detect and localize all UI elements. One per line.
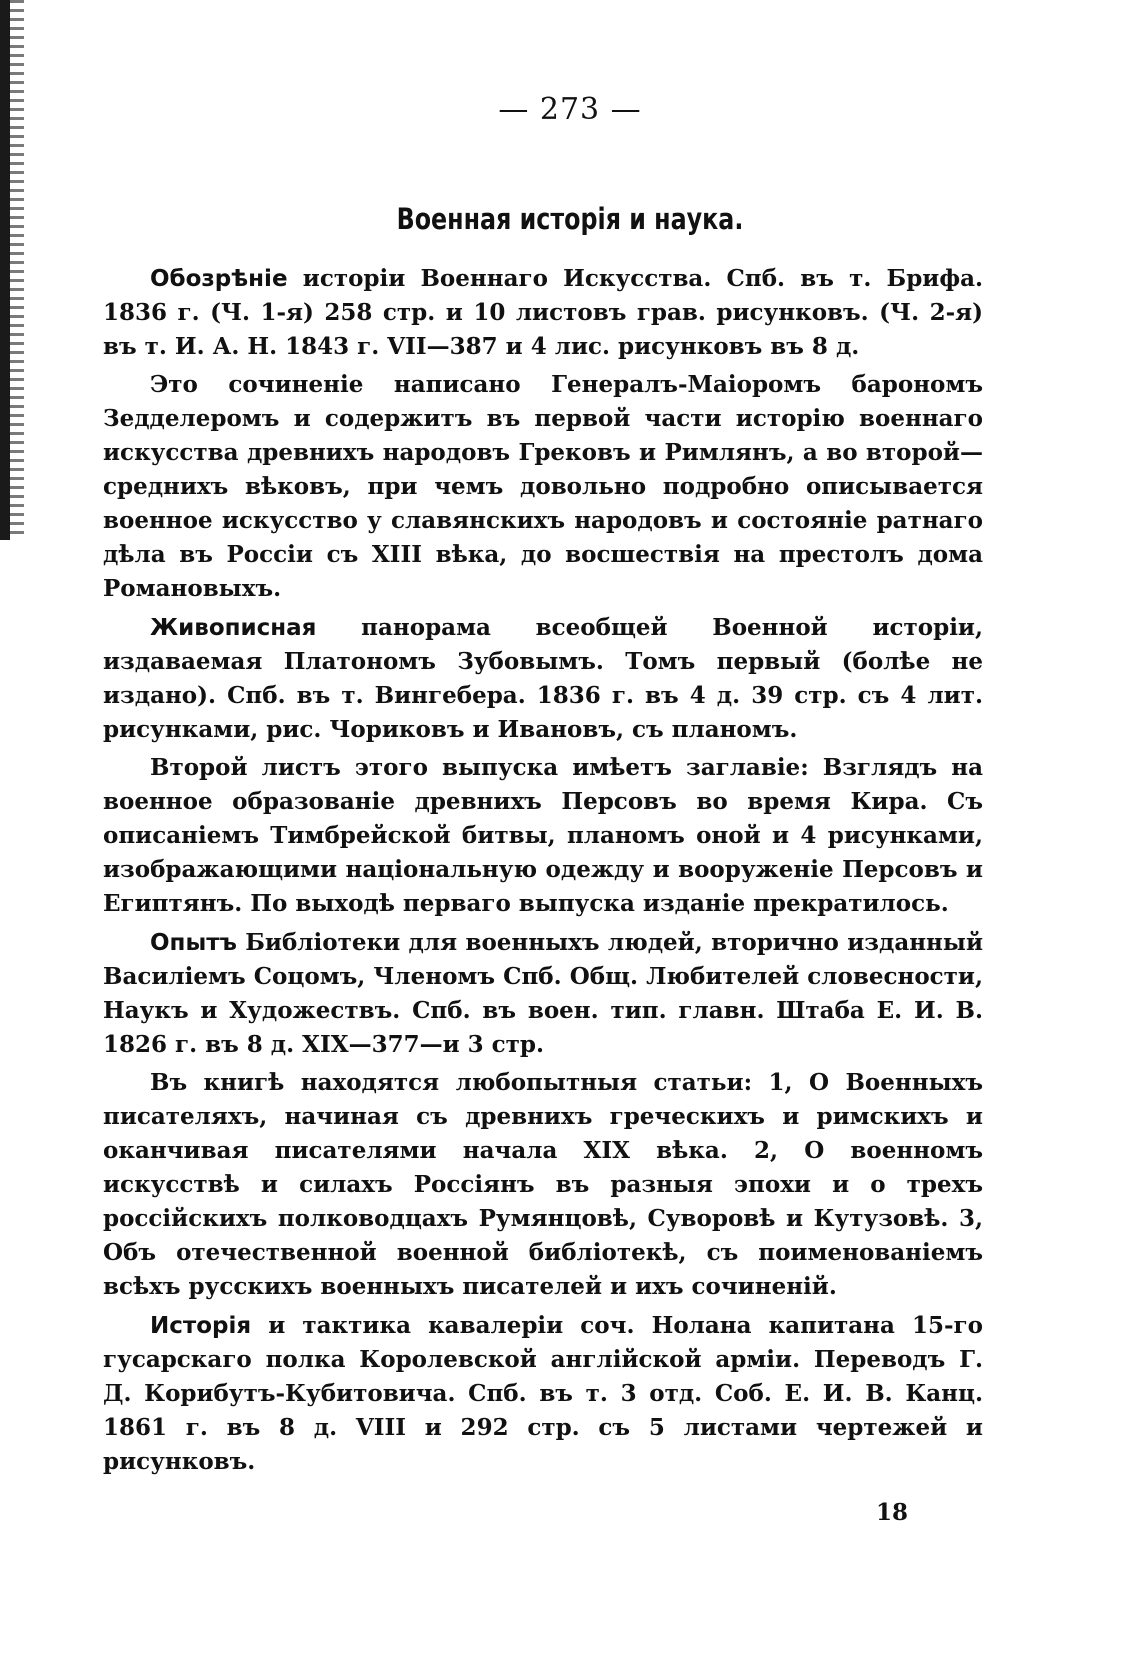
entry-text: исторіи Военнаго Искусства. Спб. въ т. Брифа. 1836 г. (Ч. 1-я) 258 стр. и 10 листовъ грав. рисунковъ. (Ч. 2-я) въ т. И. А. Н. 1843 г. VII—387 и 4 лис. рисунковъ въ 8 д. (103, 265, 983, 360)
entry-citation (103, 611, 983, 747)
entry-citation (103, 926, 983, 1062)
entry-note: Въ книгѣ находятся любопытныя статьи: 1, О Военныхъ писателяхъ, начиная съ древнихъ греческихъ и римскихъ и оканчивая писателями начала XIX вѣка. 2, О военномъ искусствѣ и силахъ Россіянъ въ разныя эпохи и о трехъ россійскихъ полководцахъ Румянцовѣ, Суворовѣ и Кутузовѣ. 3, Объ отечественной военной библіотекѣ, съ поименованіемъ всѣхъ русскихъ военныхъ писателей и ихъ сочиненій. (103, 1069, 983, 1300)
entry-lead-word: Обозрѣніе (150, 266, 288, 292)
section-title: Военная исторія и наука. (396, 202, 744, 236)
entry-lead-word: Живописная (150, 615, 317, 641)
entry-citation (103, 262, 983, 364)
entry-text: панорама всеобщей Военной исторіи, издаваемая Платономъ Зубовымъ. Томъ первый (болѣе не издано). Спб. въ т. Вингебера. 1836 г. въ 4 д. 39 стр. съ 4 лит. рисунками, рис. Чориковъ и Ивановъ, съ планомъ. (103, 614, 983, 743)
signature-mark: 18 (876, 1499, 909, 1526)
entry-citation (103, 1309, 983, 1479)
entry-note: Это сочиненіе написано Генералъ-Маіоромъ барономъ Зедделеромъ и содержитъ въ первой части исторію военнаго искусства древнихъ народовъ Грековъ и Римлянъ, а во второй—среднихъ вѣковъ, при чемъ довольно подробно описывается военное искусство у славянскихъ народовъ и состояніе ратнаго дѣла въ Россіи съ XIII вѣка, до восшествія на престолъ дома Романовыхъ. (103, 371, 983, 602)
entry-text: Библіотеки для военныхъ людей, вторично изданный Василіемъ Соцомъ, Членомъ Спб. Общ. Любителей словесности, Наукъ и Художествъ. Спб. въ воен. тип. главн. Штаба Е. И. В. 1826 г. въ 8 д. XIX—377—и 3 стр. (103, 929, 983, 1058)
bibliography-entry (103, 926, 983, 1304)
bibliography-body (103, 262, 983, 1484)
page-number: — 273 — (498, 92, 642, 127)
scan-left-edge-noise (10, 0, 24, 540)
bibliography-entry (103, 262, 983, 606)
entry-lead-word: Исторія (150, 1313, 252, 1339)
entry-text: и тактика кавалеріи соч. Нолана капитана 15-го гусарскаго полка Королевской англійской арміи. Переводъ Г. Д. Корибутъ-Кубитовича. Спб. въ т. 3 отд. Соб. Е. И. В. Канц. 1861 г. въ 8 д. VIII и 292 стр. съ 5 листами чертежей и рисунковъ. (103, 1312, 983, 1475)
scan-left-edge (0, 0, 10, 540)
entry-note: Второй листъ этого выпуска имѣетъ заглавіе: Взглядъ на военное образованіе древнихъ Персовъ во время Кира. Съ описаніемъ Тимбрейской битвы, планомъ оной и 4 рисунками, изображающими національную одежду и вооруженіе Персовъ и Египтянъ. По выходѣ перваго выпуска изданіе прекратилось. (103, 754, 983, 917)
bibliography-entry (103, 611, 983, 921)
entry-lead-word: Опытъ (150, 930, 237, 956)
bibliography-entry (103, 1309, 983, 1479)
